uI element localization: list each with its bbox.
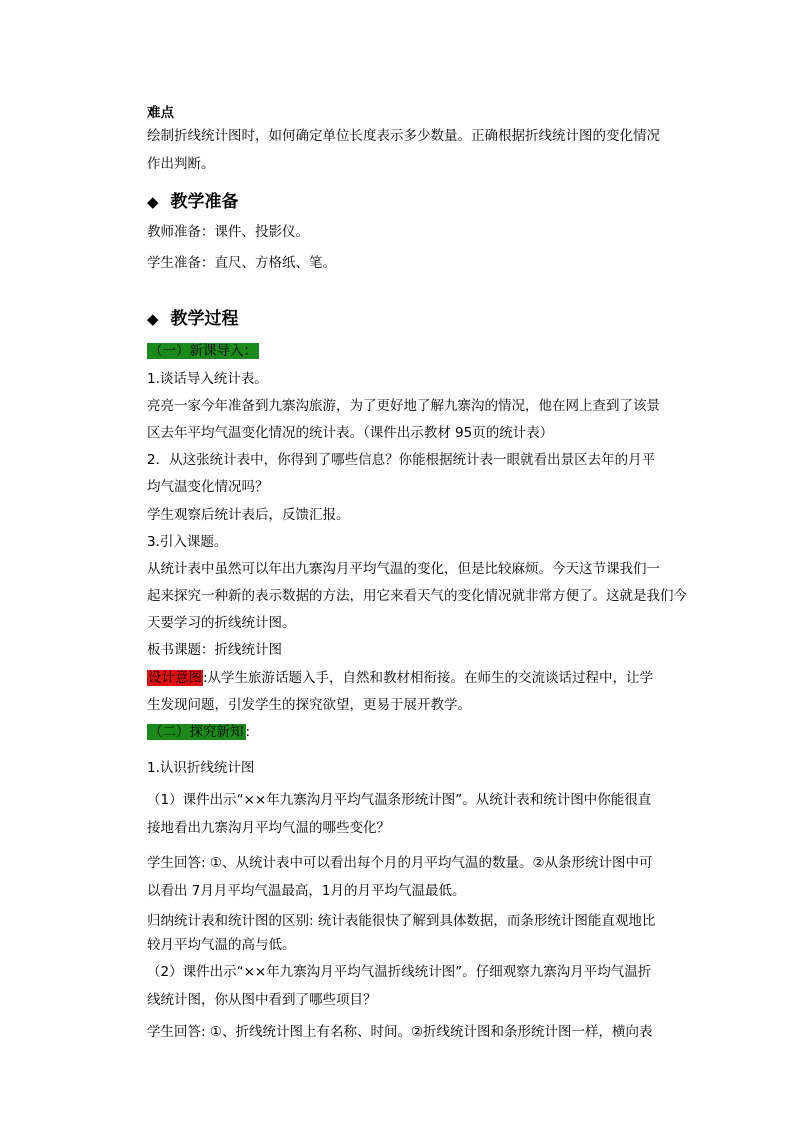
- section1-tag: （一）新课导入：: [149, 343, 257, 359]
- diamond-bullet-icon: ◆: [147, 310, 159, 328]
- process-heading-text: 教学过程: [170, 309, 239, 329]
- answer1-line-2: 以看出 7月月平均气温最高，1月的月平均气温最低。: [147, 883, 466, 899]
- answer2-line-1: 学生回答: ①、折线统计图上有名称、时间。②折线统计图和条形统计图一样，横向表: [147, 1024, 653, 1040]
- diamond-bullet-icon: ◆: [147, 193, 159, 211]
- difficulty-heading: 难点: [147, 105, 174, 121]
- item1: 1.谈话导入统计表。: [147, 371, 268, 387]
- design-intent-text-1: :从学生旅游话题入手，自然和教材相衔接。在师生的交流谈话过程中，让学: [203, 670, 654, 686]
- para3-line-2: 起来探究一种新的表示数据的方法，用它来看天气的变化情况就非常方便了。这就是我们今: [147, 588, 687, 604]
- section2-colon: :: [245, 724, 251, 740]
- preparation-heading-text: 教学准备: [170, 192, 239, 212]
- summary-line-2: 较月平均气温的高与低。: [147, 937, 296, 953]
- section2-tag-line: [147, 722, 250, 742]
- student-report: 学生观察后统计表后，反馈汇报。: [147, 507, 350, 523]
- board-title: 板书课题：折线统计图: [147, 642, 282, 658]
- para5-line-1: （2）课件出示“××年九寨沟月平均气温折线统计图”。仔细观察九寨沟月平均气温折: [147, 964, 652, 980]
- preparation-heading: [147, 190, 239, 214]
- design-intent-line-1: [147, 668, 653, 688]
- item3: 3.引入课题。: [147, 534, 228, 550]
- design-intent-line-2: 生发现问题，引发学生的探究欲望，更易于展开教学。: [147, 697, 471, 713]
- para3-line-1: 从统计表中虽然可以年出九寨沟月平均气温的变化，但是比较麻烦。今天这节课我们一: [147, 561, 660, 577]
- design-intent-tag: 设计意图: [148, 670, 202, 686]
- para1-line-1: 亮亮一家今年准备到九寨沟旅游，为了更好地了解九寨沟的情况，他在网上查到了该景: [147, 398, 660, 414]
- item2-line-2: 均气温变化情况吗？: [147, 479, 269, 495]
- teacher-preparation: 教师准备：课件、投影仪。: [147, 224, 309, 240]
- para4-line-2: 接地看出九寨沟月平均气温的哪些变化？: [147, 820, 390, 836]
- difficulty-line-2: 作出判断。: [147, 156, 215, 172]
- answer1-line-1: 学生回答: ①、从统计表中可以看出每个月的月平均气温的数量。②从条形统计图中可: [147, 855, 653, 871]
- section1-tag-line: [147, 341, 259, 361]
- student-preparation: 学生准备：直尺、方格纸、笔。: [147, 255, 336, 271]
- para3-line-3: 天要学习的折线统计图。: [147, 615, 296, 631]
- para1-line-2: 区去年平均气温变化情况的统计表。（课件出示教材 95页的统计表）: [147, 425, 554, 441]
- item4: 1.认识折线统计图: [147, 760, 255, 776]
- summary-line-1: 归纳统计表和统计图的区别: 统计表能很快了解到具体数据，而条形统计图能直观地比: [147, 913, 656, 929]
- difficulty-line-1: 绘制折线统计图时，如何确定单位长度表示多少数量。正确根据折线统计图的变化情况: [147, 128, 660, 144]
- item2-line-1: 2．从这张统计表中，你得到了哪些信息？你能根据统计表一眼就看出景区去年的月平: [147, 452, 656, 468]
- process-heading: [147, 307, 239, 331]
- section2-tag: （二）探究新知: [149, 724, 244, 740]
- para5-line-2: 线统计图，你从图中看到了哪些项目？: [147, 992, 377, 1008]
- para4-line-1: （1）课件出示“××年九寨沟月平均气温条形统计图”。从统计表和统计图中你能很直: [147, 792, 652, 808]
